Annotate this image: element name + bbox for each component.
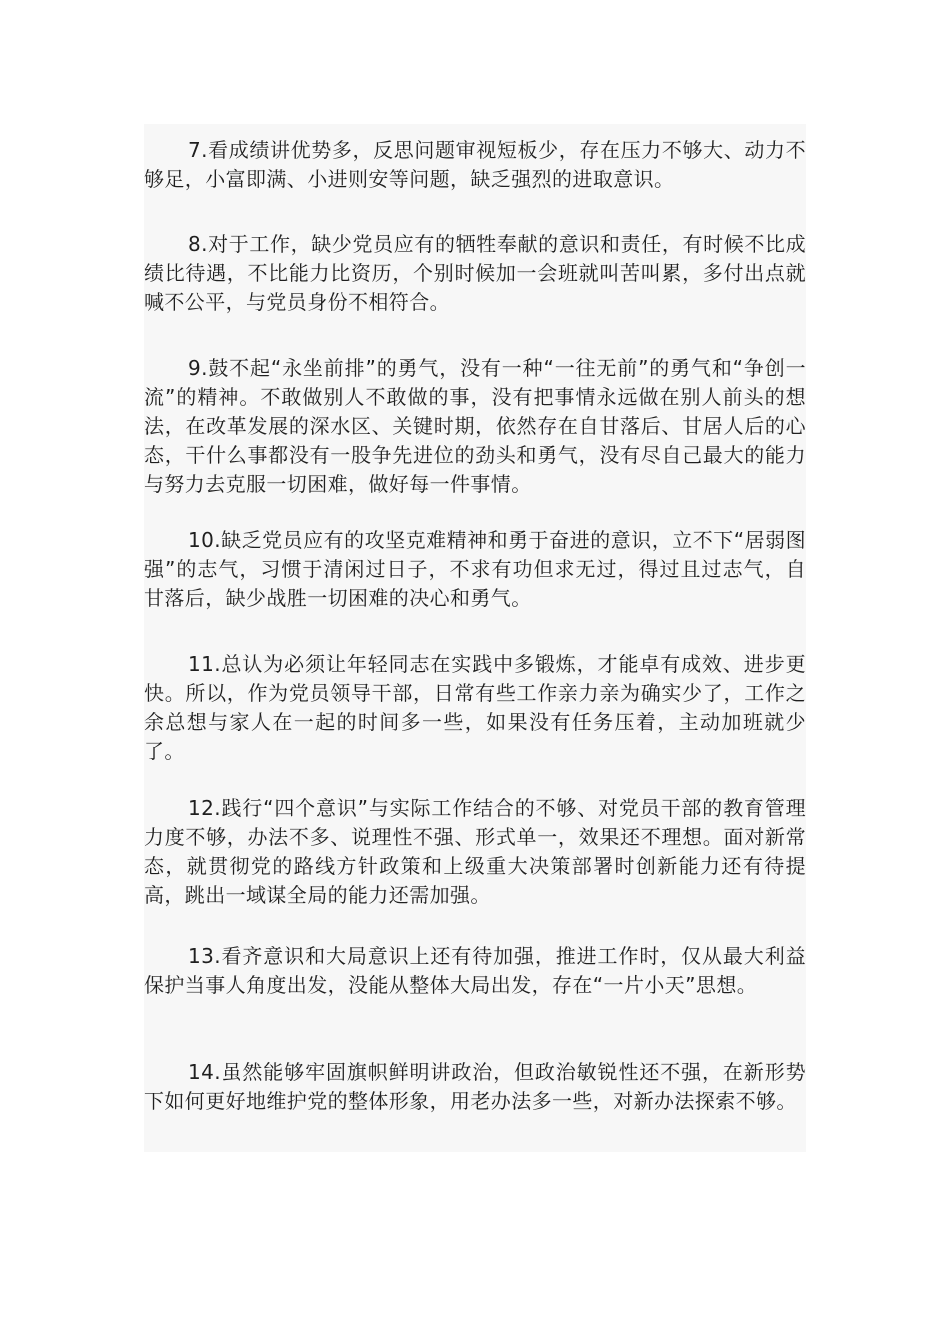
paragraph-12: 12.践行“四个意识”与实际工作结合的不够、对党员干部的教育管理力度不够，办法不多、说理性不强、形式单一，效果还不理想。面对新常态，就贯彻党的路线方针政策和上级重大决策部署时创新能力还有待提高，跳出一域谋全局的能力还需加强。 xyxy=(144,796,806,907)
paragraph-13: 13.看齐意识和大局意识上还有待加强，推进工作时，仅从最大利益保护当事人角度出发，没能从整体大局出发，存在“一片小天”思想。 xyxy=(144,944,806,997)
paragraph-11: 11.总认为必须让年轻同志在实践中多锻炼，才能卓有成效、进步更快。所以，作为党员领导干部，日常有些工作亲力亲为确实少了，工作之余总想与家人在一起的时间多一些，如果没有任务压着，主动加班就少了。 xyxy=(144,652,806,763)
document-body xyxy=(144,124,806,1152)
paragraph-7: 7.看成绩讲优势多，反思问题审视短板少，存在压力不够大、动力不够足，小富即满、小进则安等问题，缺乏强烈的进取意识。 xyxy=(144,138,806,191)
paragraph-8: 8.对于工作，缺少党员应有的牺牲奉献的意识和责任，有时候不比成绩比待遇，不比能力比资历，个别时候加一会班就叫苦叫累，多付出点就喊不公平，与党员身份不相符合。 xyxy=(144,232,806,314)
paragraph-10: 10.缺乏党员应有的攻坚克难精神和勇于奋进的意识，立不下“居弱图强”的志气，习惯于清闲过日子，不求有功但求无过，得过且过志气，自甘落后，缺少战胜一切困难的决心和勇气。 xyxy=(144,528,806,610)
paragraph-14: 14.虽然能够牢固旗帜鲜明讲政治，但政治敏锐性还不强，在新形势下如何更好地维护党的整体形象，用老办法多一些，对新办法探索不够。 xyxy=(144,1060,806,1113)
paragraph-9: 9.鼓不起“永坐前排”的勇气，没有一种“一往无前”的勇气和“争创一流”的精神。不敢做别人不敢做的事，没有把事情永远做在别人前头的想法，在改革发展的深水区、关键时期，依然存在自甘落后、甘居人后的心态，干什么事都没有一股争先进位的劲头和勇气，没有尽自己最大的能力与努力去克服一切困难，做好每一件事情。 xyxy=(144,356,806,496)
